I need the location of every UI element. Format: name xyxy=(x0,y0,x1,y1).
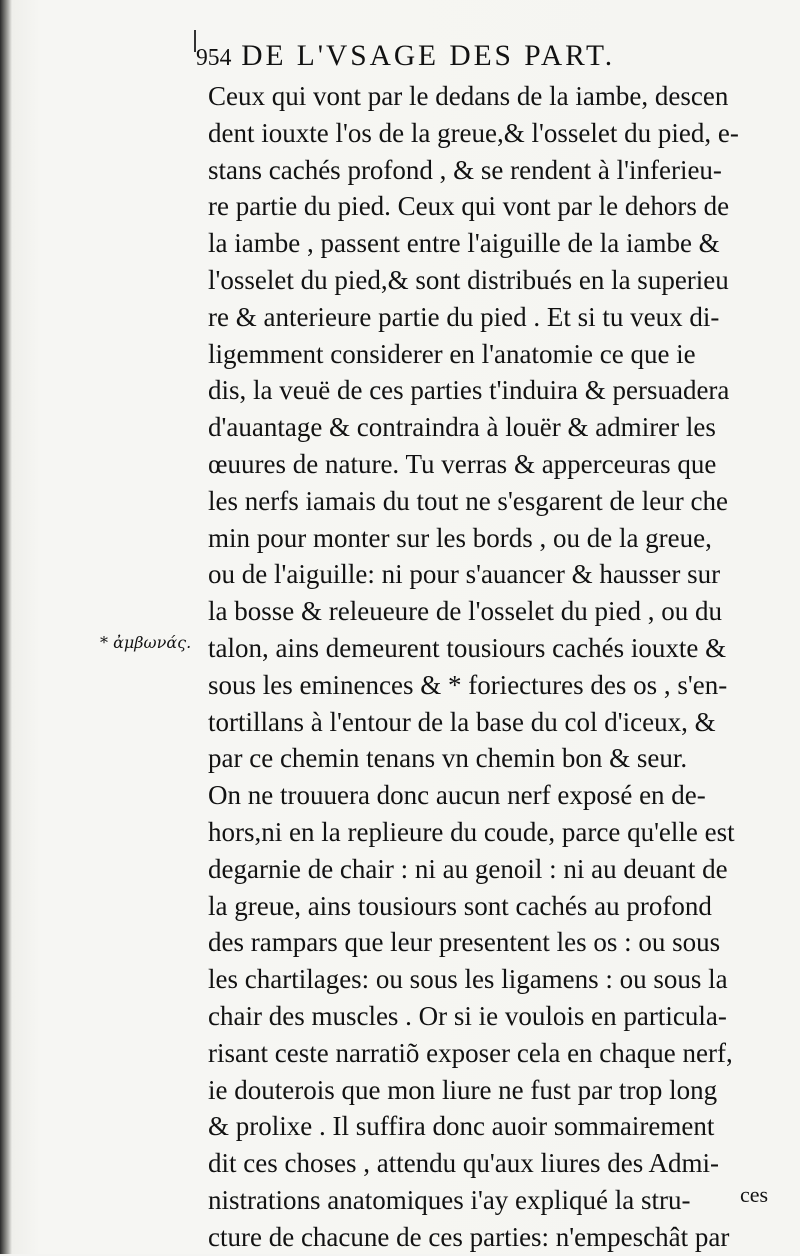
text-line: Ceux qui vont par le dedans de la iambe, descen xyxy=(208,81,729,111)
text-line: risant ceste narratiõ exposer cela en chaque nerf, xyxy=(208,1037,733,1068)
text-line: chair des muscles . Or si ie voulois en particula- xyxy=(208,1000,727,1031)
text-line: On ne trouuera donc aucun nerf exposé en de- xyxy=(208,780,706,811)
text-line: d'auantage & contraindra à louër & admirer les xyxy=(208,412,716,443)
text-line: dis, la veuë de ces parties t'induira & persuadera xyxy=(208,375,730,406)
text-line: ou de l'aiguille: ni pour s'auancer & hausser sur xyxy=(208,559,721,590)
text-line: dent iouxte l'os de la greue,& l'osselet du pied, e- xyxy=(208,117,739,148)
text-line: des rampars que leur presentent les os : ou sous xyxy=(208,927,721,958)
body-text xyxy=(208,78,783,1256)
running-header xyxy=(196,36,786,80)
text-line: re & anterieure partie du pied . Et si tu veux di- xyxy=(208,301,720,332)
text-line: & prolixe . Il suffira donc auoir sommairement xyxy=(208,1111,715,1142)
text-line: re partie du pied. Ceux qui vont par le dehors de xyxy=(208,191,730,222)
text-line: nistrations anatomiques i'ay expliqué la stru- xyxy=(208,1184,691,1215)
text-line: degarnie de chair : ni au genoil : ni au deuant de xyxy=(208,853,728,884)
text-line: dit ces choses , attendu qu'aux liures des Admi- xyxy=(208,1148,720,1179)
text-line: œuures de nature. Tu verras & apperceuras que xyxy=(208,448,717,479)
text-line: les chartilages: ou sous les ligamens : ou sous la xyxy=(208,964,728,995)
text-line: cture de chacune de ces parties: n'empeschât par xyxy=(208,1221,730,1252)
text-line: sous les eminences & * foriectures des os , s'en- xyxy=(208,669,728,700)
binding-shadow xyxy=(0,0,12,1254)
text-line: tortillans à l'entour de la base du col d'iceux, & xyxy=(208,706,716,737)
text-line: la greue, ains tousiours sont cachés au profond xyxy=(208,890,712,921)
text-line: ligemment considerer en l'anatomie ce que ie xyxy=(208,338,696,369)
text-line: la bosse & releueure de l'osselet du pied , ou du xyxy=(208,596,722,627)
text-line: par ce chemin tenans vn chemin bon & seur. xyxy=(208,743,688,774)
text-line: les nerfs iamais du tout ne s'esgarent de leur che xyxy=(208,485,728,516)
text-line: hors,ni en la replieure du coude, parce qu'elle est xyxy=(208,816,735,847)
margin-note: * ἀμβωνάς. xyxy=(100,633,192,652)
page-number: 954 xyxy=(196,45,232,71)
running-title: DE L'VSAGE DES PART. xyxy=(241,39,616,72)
text-line: min pour monter sur les bords , ou de la greue, xyxy=(208,522,712,553)
text-line: l'osselet du pied,& sont distribués en la superieu xyxy=(208,264,729,295)
text-line: talon, ains demeurent tousiours cachés iouxte & xyxy=(208,632,727,663)
text-line: ie douterois que mon liure ne fust par trop long xyxy=(208,1074,718,1105)
text-line: stans cachés profond , & se rendent à l'inferieu- xyxy=(208,154,722,185)
catchword: ces xyxy=(740,1182,769,1207)
text-line: la iambe , passent entre l'aiguille de la iambe & xyxy=(208,228,720,259)
